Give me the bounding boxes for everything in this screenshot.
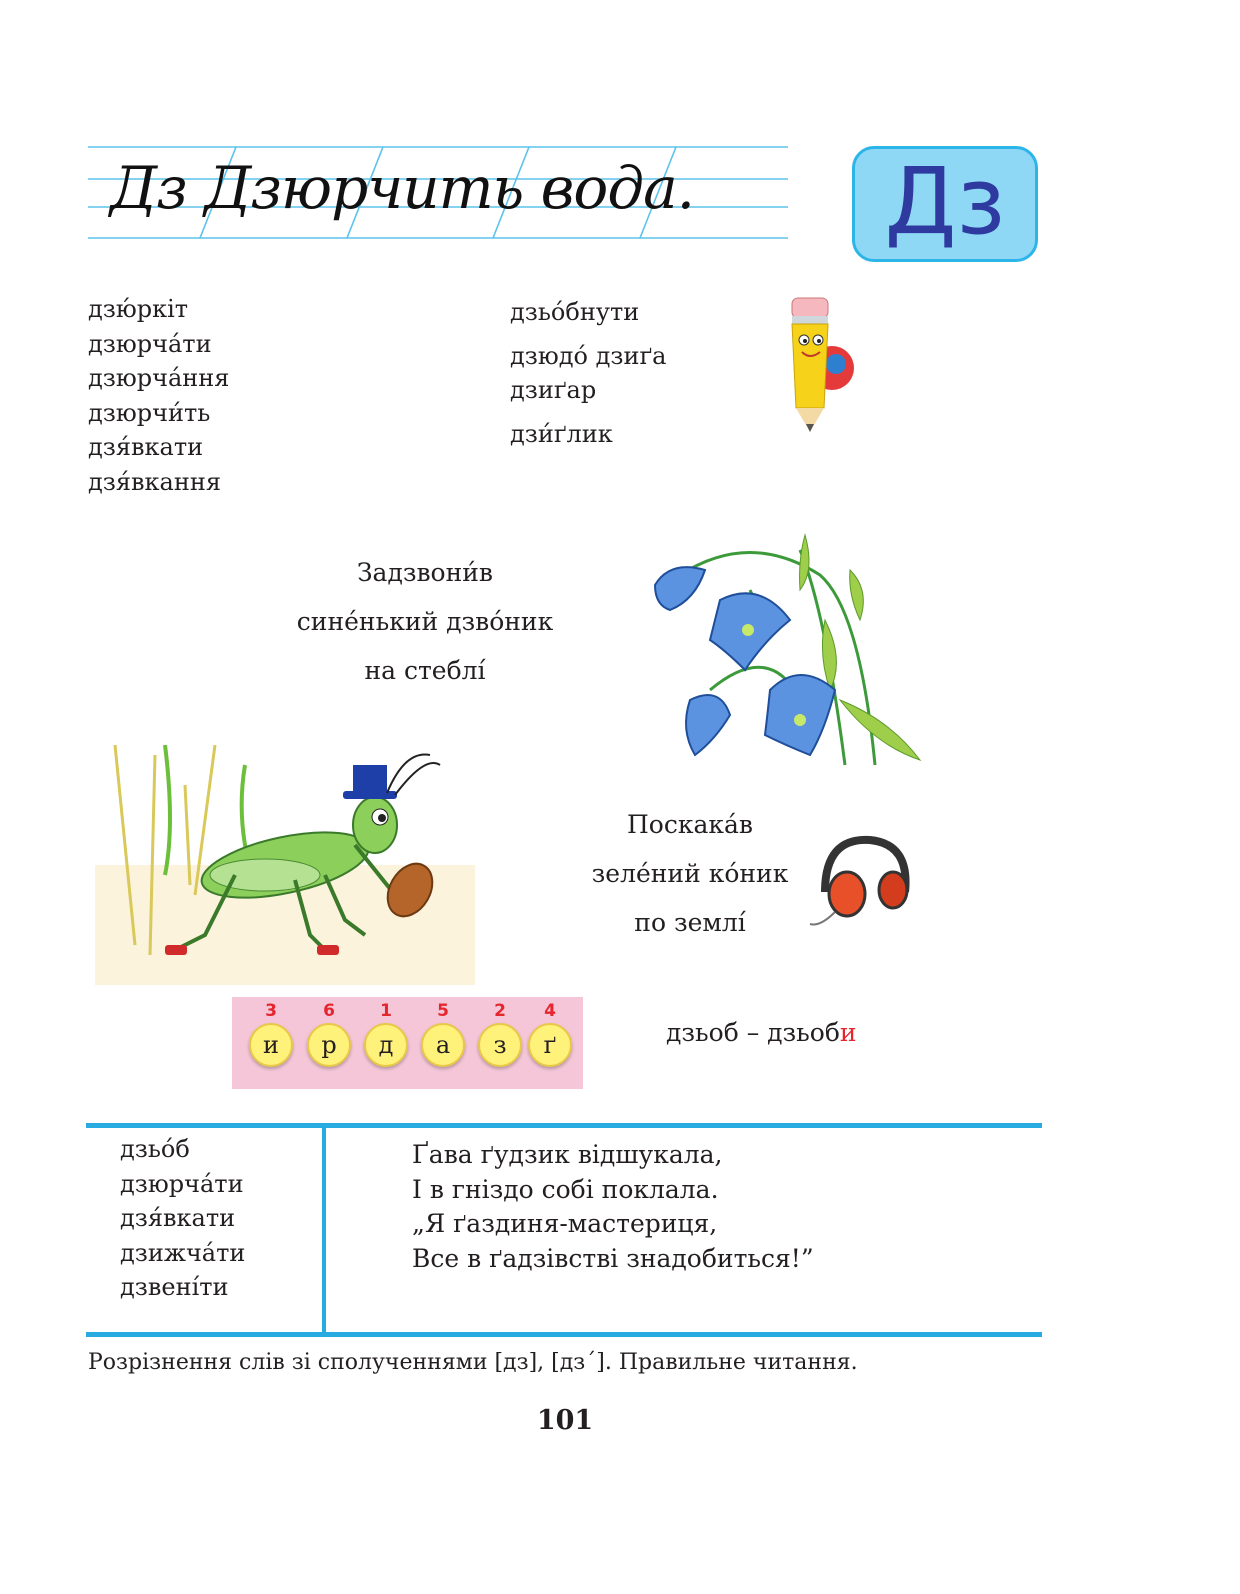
word-item: дзя́вкати: [120, 1204, 236, 1232]
word-item: дзижча́ти: [120, 1238, 246, 1267]
puzzle-number: 6: [323, 1001, 335, 1021]
word-list-right: [510, 292, 666, 454]
pencil-mascot-illustration: [780, 290, 860, 440]
puzzle-number: 4: [544, 1001, 556, 1021]
puzzle-item: [418, 999, 468, 1067]
verse-line: І в гніздо собі поклала.: [412, 1174, 719, 1204]
box-divider: [322, 1128, 326, 1335]
puzzle-letter: р: [307, 1023, 351, 1067]
box-top-rule: [86, 1123, 1042, 1128]
poem-grasshopper: [540, 800, 840, 947]
puzzle-item: [246, 999, 296, 1067]
word-pair: [666, 1018, 857, 1047]
word-pair-text: дзьоб – дзьоб: [666, 1018, 840, 1047]
letter-badge-text: Дз: [884, 148, 1006, 255]
word-item: дзюдо́ дзиґа: [510, 342, 667, 370]
poem-line: Задзвони́в: [356, 558, 494, 587]
word-item: дзюрча́ння: [88, 364, 230, 392]
word-item: дзьо́б: [120, 1135, 190, 1163]
puzzle-item: [361, 999, 411, 1067]
word-item: дзвені́ти: [120, 1273, 229, 1301]
word-item: дзю́ркіт: [88, 295, 189, 323]
poem-line: зеле́ний ко́ник: [591, 859, 789, 888]
puzzle-number: 5: [437, 1001, 449, 1021]
letter-badge: [852, 146, 1038, 262]
word-item: дзюрча́ти: [120, 1169, 244, 1198]
word-item: дзьо́бнути: [510, 298, 640, 326]
puzzle-number: 1: [380, 1001, 392, 1021]
puzzle-item: [525, 999, 575, 1067]
word-pair-ending: и: [839, 1018, 857, 1047]
word-item: дзиґар: [510, 376, 597, 404]
puzzle-letter: а: [421, 1023, 465, 1067]
puzzle-number: 3: [265, 1001, 277, 1021]
poem-line: на стеблі́: [364, 656, 486, 685]
word-item: дзи́ґлик: [510, 420, 613, 448]
puzzle-letter: ґ: [528, 1023, 572, 1067]
letter-puzzle: [232, 997, 583, 1089]
verse-line: Все в ґадзівстві знадобиться!”: [412, 1243, 814, 1273]
puzzle-letter: з: [478, 1023, 522, 1067]
poem-bluebell: [270, 548, 580, 695]
puzzle-letter: д: [364, 1023, 408, 1067]
headphones-illustration: [805, 832, 920, 932]
word-item: дзюрчи́ть: [88, 398, 211, 427]
puzzle-number: 2: [494, 1001, 506, 1021]
word-item: дзюрча́ти: [88, 329, 212, 358]
bluebell-flowers-illustration: [650, 530, 925, 775]
word-list-left: [88, 292, 229, 499]
verse-line: Ґава ґудзик відшукала,: [412, 1140, 723, 1169]
puzzle-letter: и: [249, 1023, 293, 1067]
verse-block: [412, 1138, 814, 1276]
box-bottom-rule: [86, 1332, 1042, 1337]
poem-line: сине́нький дзво́ник: [296, 607, 554, 636]
cursive-sentence: Дз Дзюрчить вода.: [110, 154, 695, 222]
box-word-list: [120, 1132, 245, 1305]
verse-line: „Я ґаздиня-мастериця,: [412, 1209, 718, 1238]
lesson-caption: Розрізнення слів зі сполученнями [дз], [дз´]. Правильне читання.: [88, 1350, 858, 1375]
word-item: дзя́вкати: [88, 433, 204, 461]
word-item: дзя́вкання: [88, 467, 221, 496]
grasshopper-violin-illustration: [95, 745, 475, 985]
poem-line: Поскака́в: [627, 810, 753, 839]
puzzle-item: [475, 999, 525, 1067]
page-number: 101: [536, 1405, 594, 1436]
poem-line: по землі́: [634, 908, 746, 937]
puzzle-item: [304, 999, 354, 1067]
